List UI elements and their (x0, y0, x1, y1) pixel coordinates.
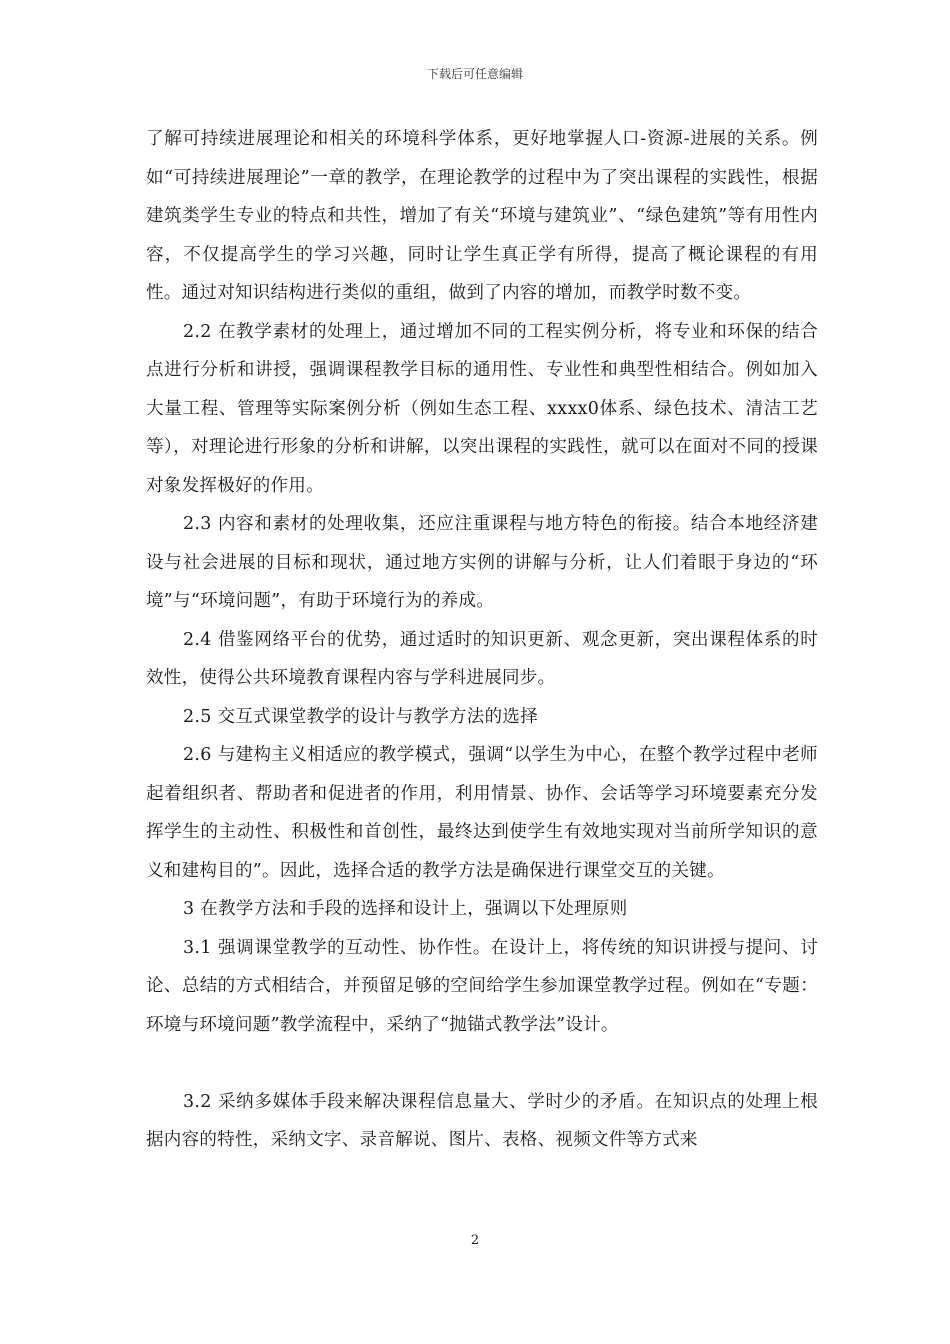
paragraph-3-2: 3.2 采纳多媒体手段来解决课程信息量大、学时少的矛盾。在知识点的处理上根据内容的特性，采纳文字、录音解说、图片、表格、视频文件等方式来 (146, 1091, 818, 1150)
page-number: 2 (470, 1233, 480, 1248)
blank-line (146, 1044, 818, 1083)
paragraph-2-3: 2.3 内容和素材的处理收集，还应注重课程与地方特色的衔接。结合本地经济建设与社会进展的目标和现状，通过地方实例的讲解与分析，让人们着眼于身边的“环境”与“环境问题”，有助于环境行为的养成。 (146, 514, 818, 611)
heading-2-5: 2.5 交互式课堂教学的设计与教学方法的选择 (183, 706, 538, 727)
paragraph-2-2: 2.2 在教学素材的处理上，通过增加不同的工程实例分析，将专业和环保的结合点进行分析和讲授，强调课程教学目标的通用性、专业性和典型性相结合。例如加入大量工程、管理等实际案例分析（例如生态工程、xxxx0体系、绿色技术、清洁工艺等），对理论进行形象的分析和讲解，以突出课程的实践性，就可以在面对不同的授课对象发挥极好的作用。 (146, 321, 818, 496)
paragraph-continued: 了解可持续进展理论和相关的环境科学体系，更好地掌握人口-资源-进展的关系。例如“可持续进展理论”一章的教学，在理论教学的过程中为了突出课程的实践性，根据建筑类学生专业的特点和共性，增加了有关“环境与建筑业”、“绿色建筑”等有用性内容，不仅提高学生的学习兴趣，同时让学生真正学有所得，提高了概论课程的有用性。通过对知识结构进行类似的重组，做到了内容的增加，而教学时数不变。 (146, 129, 818, 303)
paragraph-2-6: 2.6 与建构主义相适应的教学模式，强调“以学生为中心，在整个教学过程中老师起着组织者、帮助者和促进者的作用，利用情景、协作、会话等学习环境要素充分发挥学生的主动性、积极性和首创性，最终达到使学生有效地实现对当前所学知识的意义和建构目的”。因此，选择合适的教学方法是确保进行课堂交互的关键。 (146, 745, 818, 881)
page-header: 下载后可任意编辑 (426, 67, 523, 81)
document-body (146, 120, 818, 1160)
paragraph-2-4: 2.4 借鉴网络平台的优势，通过适时的知识更新、观念更新，突出课程体系的时效性，使得公共环境教育课程内容与学科进展同步。 (146, 629, 818, 688)
paragraph-3-1: 3.1 强调课堂教学的互动性、协作性。在设计上，将传统的知识讲授与提问、讨论、总结的方式相结合，并预留足够的空间给学生参加课堂教学过程。例如在“专题：环境与环境问题”教学流程中，采纳了“抛锚式教学法”设计。 (146, 937, 818, 1035)
heading-3: 3 在教学方法和手段的选择和设计上，强调以下处理原则 (183, 899, 628, 919)
